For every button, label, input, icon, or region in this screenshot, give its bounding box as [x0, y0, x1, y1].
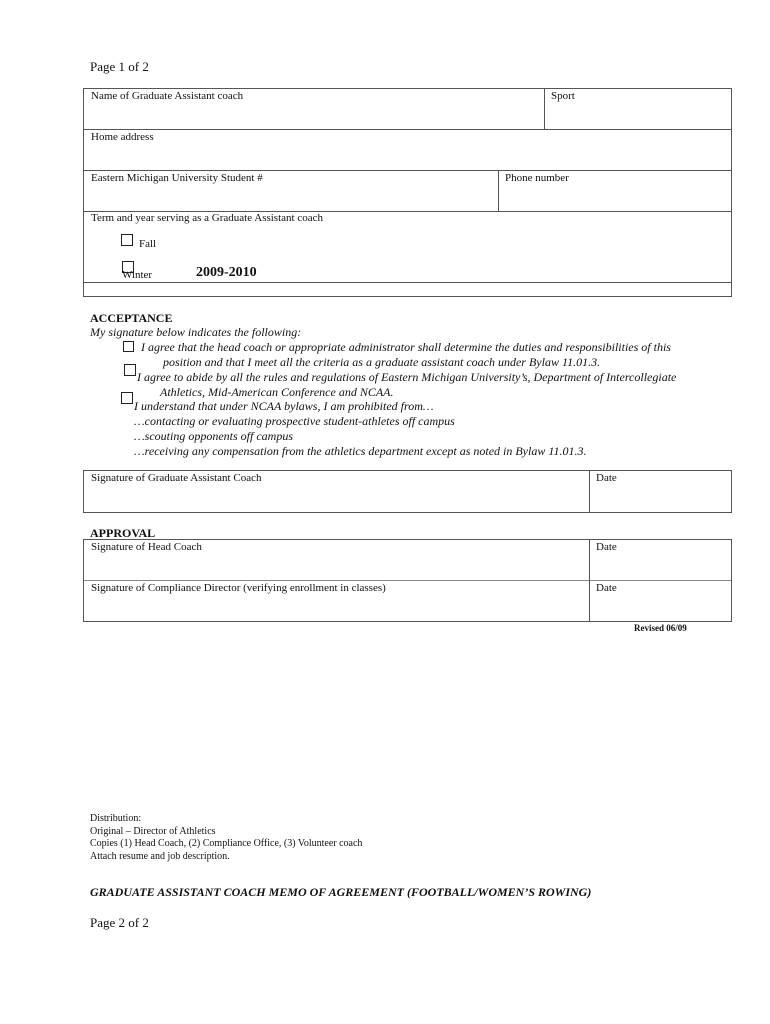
compliance-signature-label: Signature of Compliance Director (verifying enrollment in classes) [91, 582, 386, 594]
name-field[interactable] [84, 89, 544, 129]
page-number-header: Page 1 of 2 [90, 59, 149, 74]
ga-signature-label: Signature of Graduate Assistant Coach [91, 472, 262, 484]
agree-duties-checkbox[interactable] [123, 341, 134, 352]
distribution-line-3: Attach resume and job description. [90, 850, 230, 862]
student-number-label: Eastern Michigan University Student # [91, 172, 263, 184]
compliance-date-field[interactable] [590, 581, 731, 621]
head-coach-date-field[interactable] [590, 540, 731, 580]
fall-label: Fall [139, 238, 157, 250]
distribution-line-2: Copies (1) Head Coach, (2) Compliance Office, (3) Volunteer coach [90, 838, 363, 849]
term-label: Term and year serving as a Graduate Assistant coach [91, 212, 323, 224]
page-number-footer: Page 2 of 2 [90, 915, 149, 930]
phone-number-label: Phone number [505, 172, 569, 184]
approval-heading: APPROVAL [90, 526, 156, 540]
ncaa-prohibition-3: …receiving any compensation from the athletics department except as noted in Bylaw 11.01.3. [134, 444, 587, 458]
home-address-field[interactable] [84, 130, 731, 170]
agree-rules-checkbox[interactable] [124, 364, 136, 376]
name-field-label: Name of Graduate Assistant coach [91, 90, 244, 102]
distribution-line-1: Original – Director of Athletics [90, 825, 216, 837]
home-address-label: Home address [91, 131, 154, 143]
sport-field-label: Sport [551, 90, 575, 102]
ga-signature-date-label: Date [596, 472, 617, 484]
ncaa-understand-line: I understand that under NCAA bylaws, I am prohibited from… [134, 399, 434, 413]
ncaa-understand-checkbox[interactable] [121, 392, 133, 404]
compliance-date-label: Date [596, 582, 617, 594]
head-coach-signature-field[interactable] [84, 540, 589, 580]
agree-duties-line2: position and that I meet all the criteria as a graduate assistant coach under Bylaw 11.01.3. [163, 355, 601, 369]
ga-signature-box [83, 470, 732, 513]
sport-field[interactable] [545, 89, 731, 129]
fall-checkbox[interactable] [121, 234, 133, 246]
head-coach-signature-label: Signature of Head Coach [91, 541, 202, 553]
distribution-block [90, 813, 362, 863]
ncaa-prohibition-1: …contacting or evaluating prospective student-athletes off campus [134, 414, 455, 428]
revised-date: Revised 06/09 [634, 623, 687, 633]
agree-rules-line1: I agree to abide by all the rules and regulations of Eastern Michigan University’s, Department of Intercollegiate [137, 370, 677, 384]
agree-duties-line1: I agree that the head coach or appropriate administrator shall determine the duties and responsibilities of this [141, 340, 671, 354]
approval-box [83, 539, 732, 622]
winter-label: Winter [122, 269, 153, 281]
acceptance-intro: My signature below indicates the following: [90, 325, 302, 339]
ga-signature-date-field[interactable] [590, 471, 731, 512]
memo-title: GRADUATE ASSISTANT COACH MEMO OF AGREEMENT (FOOTBALL/WOMEN’S ROWING) [90, 885, 592, 899]
ga-signature-field[interactable] [84, 471, 589, 512]
applicant-info-form [83, 88, 732, 297]
student-number-field[interactable] [84, 171, 498, 211]
term-year-value: 2009-2010 [196, 265, 257, 280]
compliance-signature-field[interactable] [84, 581, 589, 621]
phone-number-field[interactable] [499, 171, 731, 211]
row-divider [84, 282, 731, 283]
distribution-heading: Distribution: [90, 813, 142, 824]
head-coach-date-label: Date [596, 541, 617, 553]
acceptance-heading: ACCEPTANCE [90, 311, 173, 325]
agree-rules-line2: Athletics, Mid-American Conference and NCAA. [160, 385, 394, 399]
ncaa-prohibition-2: …scouting opponents off campus [134, 429, 293, 443]
